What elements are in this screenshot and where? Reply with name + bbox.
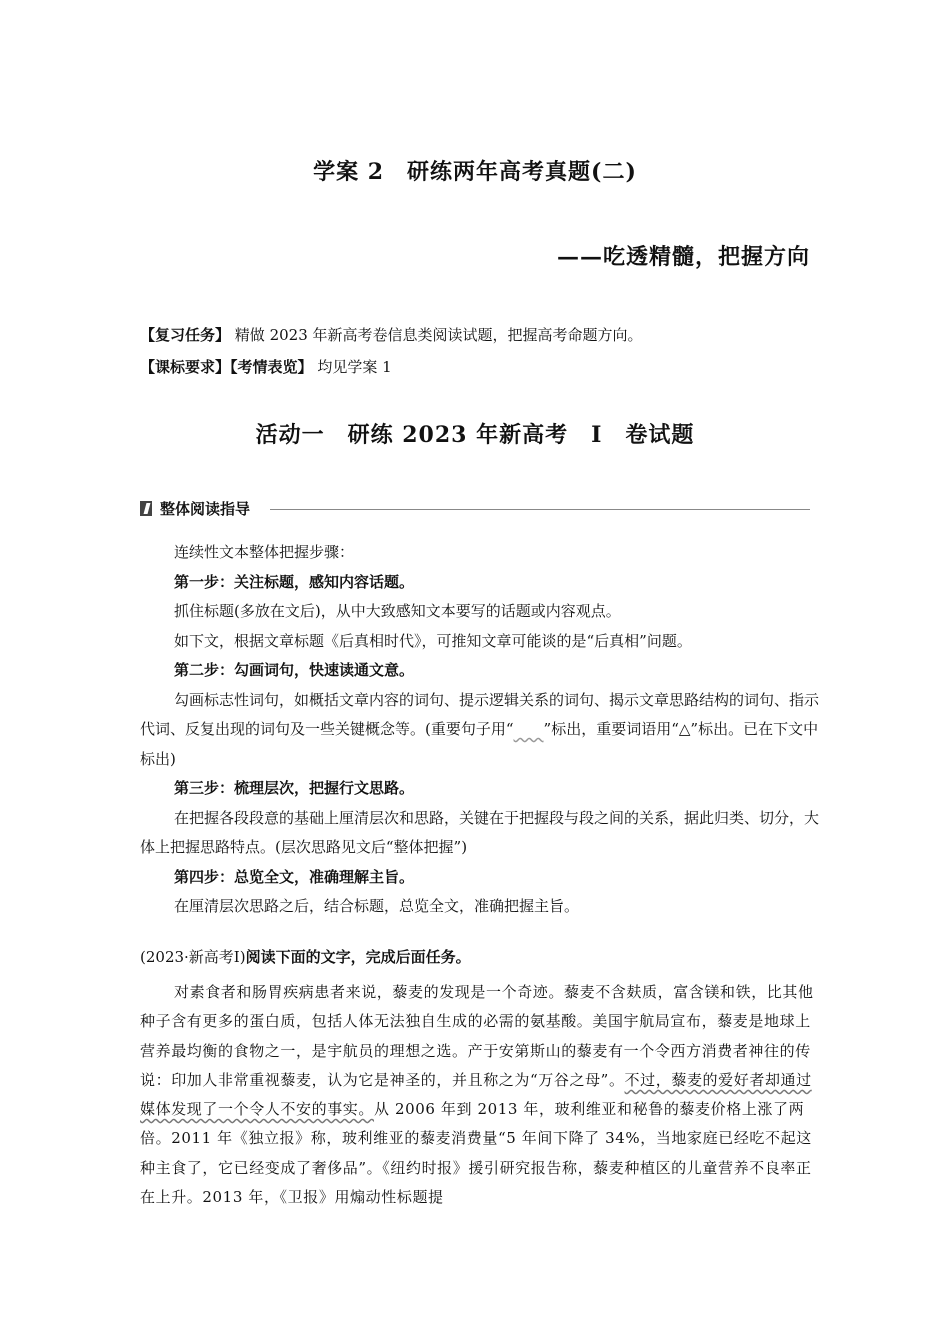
guide-intro: 连续性文本整体把握步骤： [174, 543, 355, 561]
guide-step-4: 第四步：总览全文，准确理解主旨。 [174, 867, 415, 886]
section-marker-icon [140, 501, 152, 516]
passage-key-sentence: 不过，藜麦的爱好者却通过媒体发现了一个令人不安的事实。 [140, 1070, 812, 1119]
guide-step-4-text: 在厘清层次思路之后，结合标题，总览全文，准确把握主旨。 [174, 897, 580, 915]
activity-title: 活动一 研练 2023 年新高考 Ⅰ 卷试题 [255, 422, 695, 448]
wavy-mark-sample: ____ [513, 720, 544, 738]
guide-step-1-text-2: 如下文，根据文章标题《后真相时代》，可推知文章可能谈的是“后真相”问题。 [174, 631, 692, 650]
guide-step-1: 第一步：关注标题，感知内容话题。 [174, 572, 415, 591]
review-task-text: 精做 2023 年新高考卷信息类阅读试题，把握高考命题方向。 [234, 326, 643, 344]
passage-part-1: 对素食者和肠胃疾病患者来说，藜麦的发现是一个奇迹。藜麦不含麸质，富含镁和铁，比其他种子含有更多的蛋白质，包括人体无法独自生成的必需的氨基酸。美国宇航局宣布，藜麦是地球上营养最均衡的食物之一，是宇航员的理想之选。产于安第斯山的藜麦有一个令西方消费者神往的传说：印加人非常重视藜麦，认为它是神圣的，并且称之为“万谷之母”。 [140, 983, 814, 1089]
guide-step-2: 第二步：勾画词句，快速读通文意。 [174, 661, 415, 679]
page-subtitle: ——吃透精髓，把握方向 [556, 244, 810, 270]
review-task-label: 【复习任务】 [140, 326, 231, 344]
guide-step-3-text: 在把握各段段意的基础上厘清层次和思路，关键在于把握段与段之间的关系，据此归类、切分，大体上把握思路特点。(层次思路见文后“整体把握”) [140, 808, 820, 856]
passage-paragraph-1 [140, 978, 825, 1212]
task-instruction [140, 946, 471, 967]
task-text: 阅读下面的文字，完成后面任务。 [245, 948, 471, 966]
section-divider [270, 509, 810, 510]
section-header [140, 498, 810, 520]
guide-step-2-text-a: 勾画标志性词句，如概括文章内容的词句、提示逻辑关系的词句、揭示文章思路结构的词句、指示代词、反复出现的词句及一些关键概念等。(重要句子用“ [140, 690, 820, 738]
reading-guide [140, 538, 820, 922]
guide-step-3: 第三步：梳理层次，把握行文思路。 [174, 779, 415, 797]
guide-step-2-text-b: ”标出，重要词语用“△”标出。已在下文中标出) [140, 720, 819, 768]
exam-overview-label: 【考情表览】 [230, 358, 313, 376]
review-task [140, 324, 643, 345]
guide-step-1-text-1: 抓住标题(多放在文后)，从中大致感知文本要写的话题或内容观点。 [174, 602, 621, 620]
task-source: (2023·新高考Ⅰ) [140, 948, 246, 966]
standards-text: 均见学案 1 [317, 358, 392, 376]
standards-label: 【课标要求】 [140, 358, 231, 376]
standards-line [140, 356, 392, 377]
section-label: 整体阅读指导 [160, 500, 251, 518]
page-title: 学案 2 研练两年高考真题(二) [313, 159, 637, 185]
passage-part-2: 从 2006 年到 2013 年，玻利维亚和秘鲁的藜麦价格上涨了两倍。2011 年《独立报》称，玻利维亚的藜麦消费量“5 年间下降了 34%，当地家庭已经吃不起这种主食了，它已经变成了奢侈品”。《纽约时报》援引研究报告称，藜麦种植区的儿童营养不良率正在上升。2013 年，《卫报》用煽动性标题提 [140, 1100, 812, 1207]
reading-passage [140, 978, 825, 1212]
guide-step-2-text [140, 686, 820, 775]
